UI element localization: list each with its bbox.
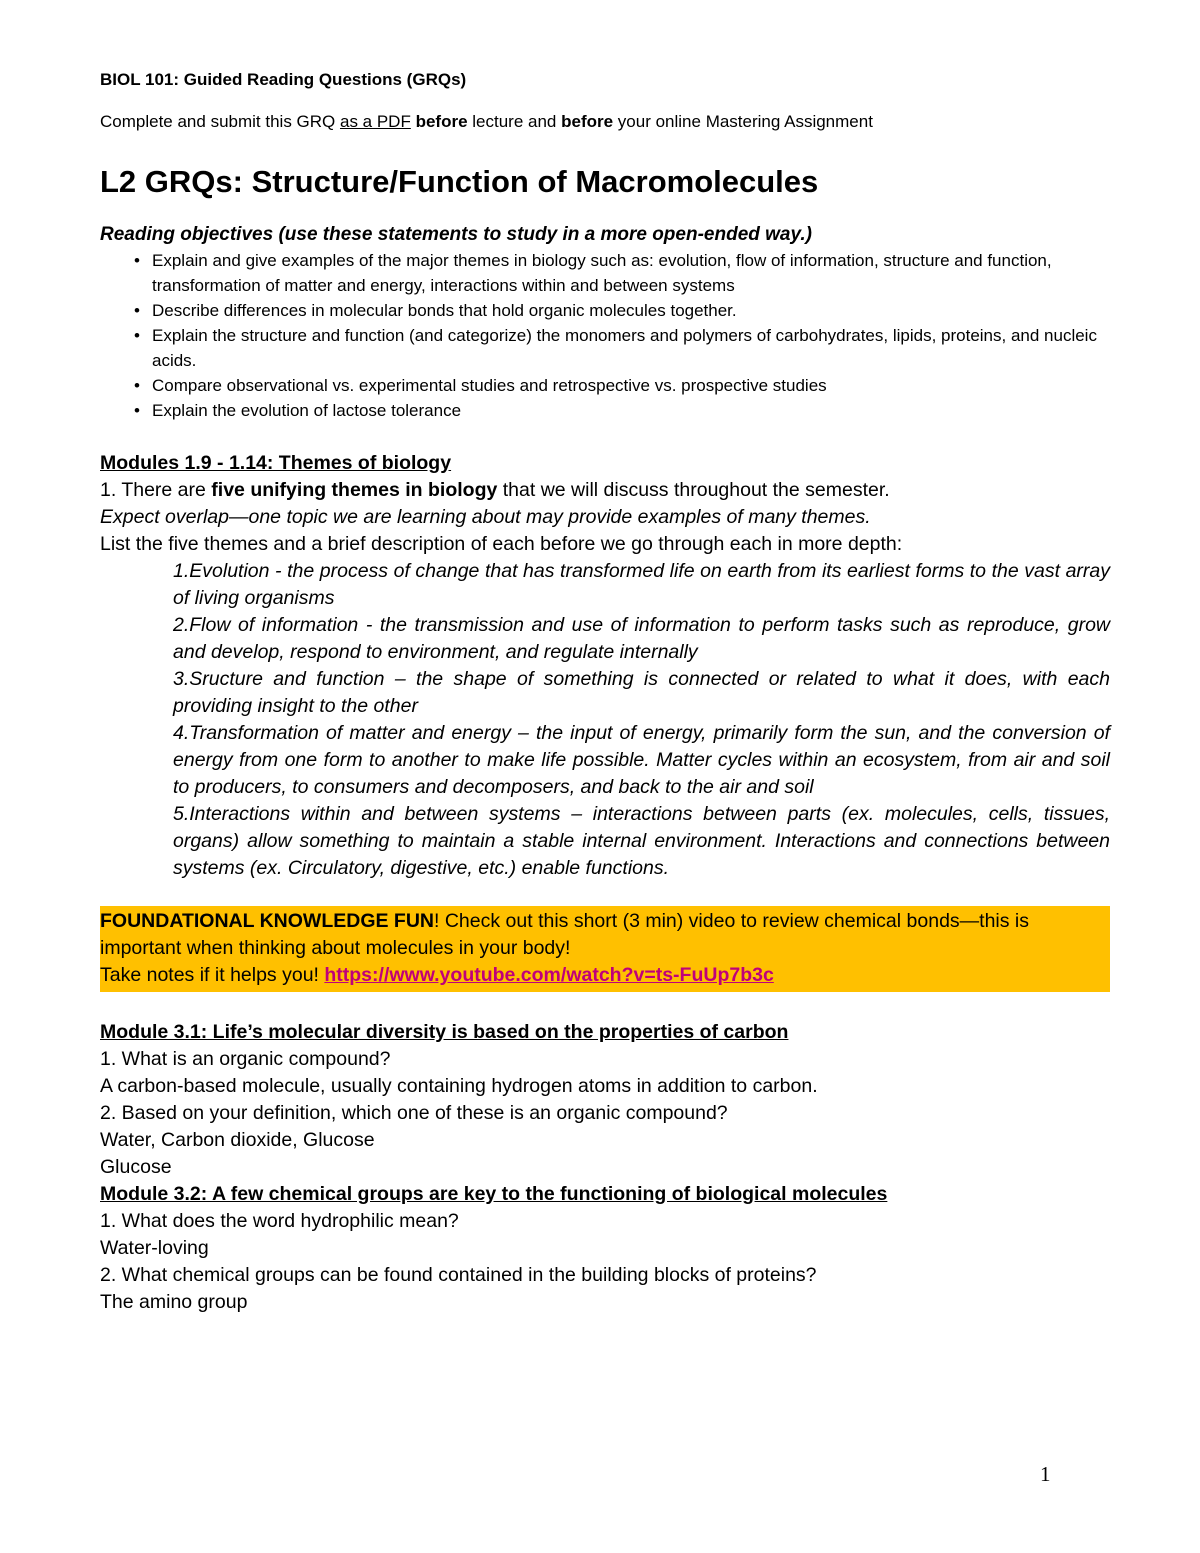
module-31-line: Water, Carbon dioxide, Glucose: [100, 1129, 375, 1151]
module-32-line: 1. What does the word hydrophilic mean?: [100, 1210, 459, 1232]
module-1-heading: Modules 1.9 - 1.14: Themes of biology: [100, 452, 452, 474]
theme-item: 2.Flow of information - the transmission and use of information to perform tasks such as reproduce, grow and develop, respond to environment, and regulate internally: [173, 614, 1110, 663]
objective-item: [134, 323, 1110, 373]
theme-item: 5.Interactions within and between systems – interactions between parts (ex. molecules, cells, tissues, organs) allow something to maintain a stable internal environment. Interactions and connections between systems (ex. Circulatory, digestive, etc.) enable functions.: [173, 803, 1110, 879]
module-32-heading: Module 3.2: A few chemical groups are key to the functioning of biological molecules: [100, 1183, 888, 1205]
fun-box-label: FOUNDATIONAL KNOWLEDGE FUN: [100, 910, 435, 932]
course-header: BIOL 101: Guided Reading Questions (GRQs): [100, 70, 467, 89]
fun-box-text: ! Check out this short (3 min) video to review chemical bonds—this is important when thinking about molecules in your body!: [100, 910, 1030, 959]
instr-before-2: before: [561, 112, 614, 131]
instructions: [100, 110, 1110, 134]
fun-box-text-2: Take notes if it helps you!: [100, 964, 325, 986]
objective-text: Explain the evolution of lactose tolerance: [152, 401, 462, 420]
objective-item: [134, 373, 1110, 398]
objective-text: Describe differences in molecular bonds that hold organic molecules together.: [152, 301, 737, 320]
objective-item: [134, 398, 1110, 423]
module-31-line: Glucose: [100, 1156, 172, 1178]
objectives-list: [100, 248, 1110, 423]
module-31-section: [100, 1019, 1110, 1181]
instr-text: Complete and submit this GRQ: [100, 112, 340, 131]
themes-list: [100, 558, 1110, 882]
instr-text-3: your online Mastering Assignment: [613, 112, 873, 131]
youtube-link[interactable]: https://www.youtube.com/watch?v=ts-FuUp7b3c: [324, 964, 774, 986]
document-page: [100, 68, 1110, 1316]
module-32-line: 2. What chemical groups can be found contained in the building blocks of proteins?: [100, 1264, 817, 1286]
theme-item: 1.Evolution - the process of change that has transformed life on earth from its earliest forms to the vast array of living organisms: [173, 560, 1110, 609]
objective-text: Explain the structure and function (and categorize) the monomers and polymers of carbohydrates, lipids, proteins, and nucleic acids.: [152, 326, 1097, 370]
bullet-icon: •: [134, 301, 140, 320]
instr-pdf-emphasis: as a PDF: [339, 112, 411, 131]
q1-post: that we will discuss throughout the semester.: [497, 479, 890, 501]
module-31-line: 2. Based on your definition, which one of these is an organic compound?: [100, 1102, 728, 1124]
bullet-icon: •: [134, 401, 140, 420]
objective-text: Explain and give examples of the major themes in biology such as: evolution, flow of information, structure and function, transformation of matter and energy, interactions within and between systems: [152, 251, 1052, 295]
module-31-line: 1. What is an organic compound?: [100, 1048, 391, 1070]
q1-pre: 1. There are: [100, 479, 212, 501]
objective-item: [134, 248, 1110, 298]
instr-text-2: lecture and: [467, 112, 562, 131]
objective-item: [134, 298, 1110, 323]
module-1-note: Expect overlap—one topic we are learning about may provide examples of many themes.: [100, 506, 871, 528]
q1-bold: five unifying themes in biology: [211, 479, 498, 501]
module-32-line: Water-loving: [100, 1237, 209, 1259]
module-32-section: [100, 1181, 1110, 1316]
module-31-heading: Module 3.1: Life’s molecular diversity is based on the properties of carbon: [100, 1021, 789, 1043]
objective-text: Compare observational vs. experimental studies and retrospective vs. prospective studies: [152, 376, 827, 395]
module-32-line: The amino group: [100, 1291, 248, 1313]
objectives-heading: Reading objectives (use these statements to study in a more open-ended way.): [100, 224, 812, 245]
module-1-instruction: List the five themes and a brief description of each before we go through each in more depth:: [100, 533, 903, 555]
module-1-question: [100, 477, 1110, 504]
bullet-icon: •: [134, 376, 140, 395]
theme-item: 4.Transformation of matter and energy – the input of energy, primarily form the sun, and the conversion of energy from one form to another to make life possible. Matter cycles within an ecosystem, from air and soil to producers, to consumers and decomposers, and back to the air and soil: [173, 722, 1110, 798]
page-title: L2 GRQs: Structure/Function of Macromolecules: [100, 164, 819, 199]
module-1-section: [100, 450, 1110, 882]
bullet-icon: •: [134, 326, 140, 345]
theme-item: 3.Sructure and function – the shape of something is connected or related to what it does, with each providing insight to the other: [173, 668, 1110, 717]
foundational-knowledge-box: [100, 906, 1110, 992]
instr-before-1: before: [415, 112, 468, 131]
page-number: 1: [1040, 1462, 1051, 1486]
module-31-line: A carbon-based molecule, usually containing hydrogen atoms in addition to carbon.: [100, 1075, 818, 1097]
bullet-icon: •: [134, 251, 140, 270]
